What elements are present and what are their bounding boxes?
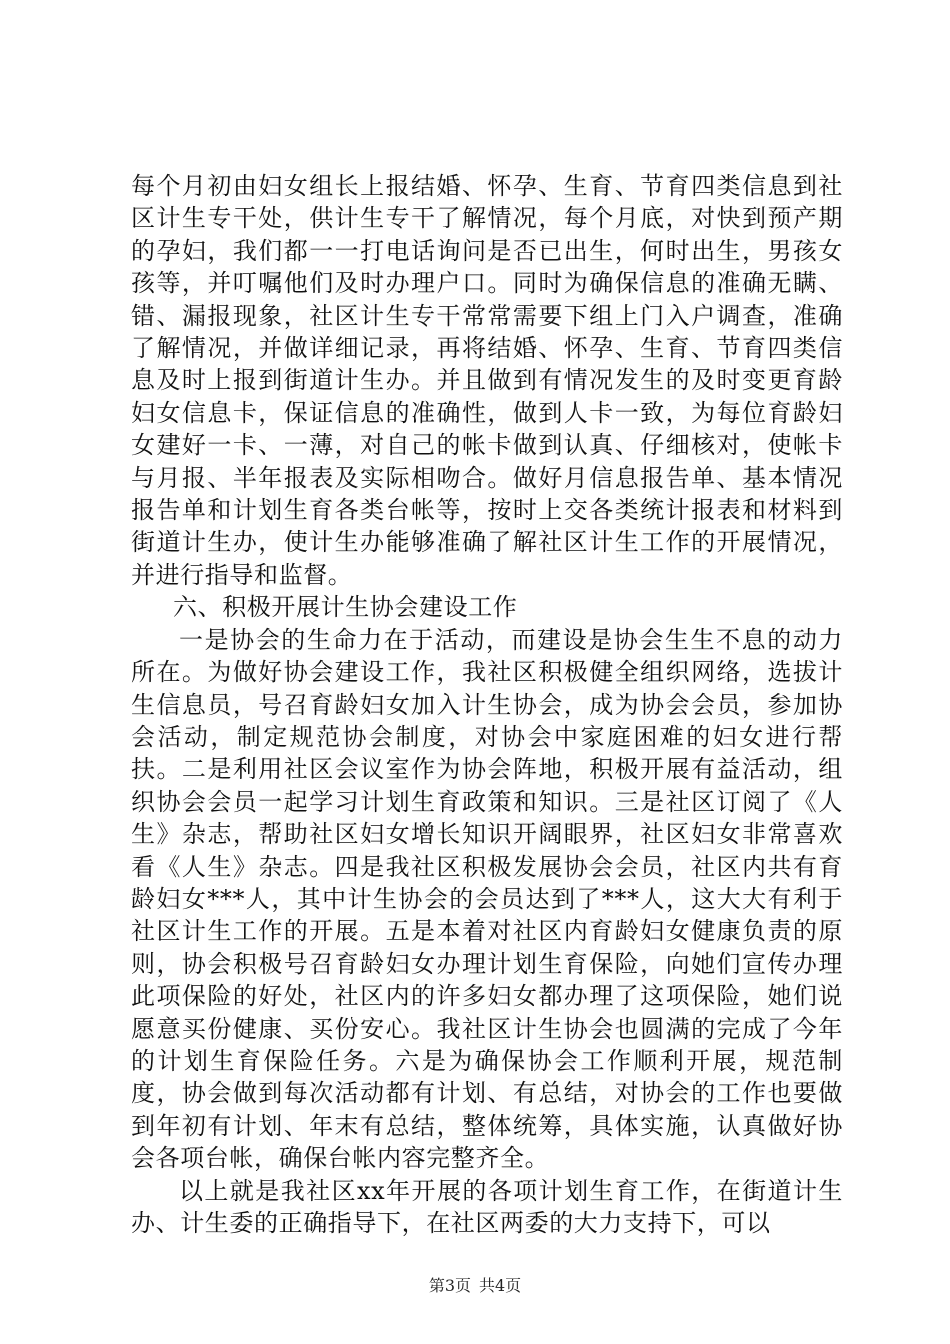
page-footer	[0, 1276, 950, 1296]
paragraph-association-building: 一是协会的生命力在于活动，而建设是协会生生不息的动力所在。为做好协会建设工作，我社区积极健全组织网络，选拔计生信息员，号召育龄妇女加入计生协会，成为协会会员，参加协会活动，制定规范协会制度，对协会中家庭困难的妇女进行帮扶。二是利用社区会议室作为协会阵地，积极开展有益活动，组织协会会员一起学习计划生育政策和知识。三是社区订阅了《人生》杂志，帮助社区妇女增长知识开阔眼界，社区妇女非常喜欢看《人生》杂志。四是我社区积极发展协会会员，社区内共有育龄妇女***人，其中计生协会的会员达到了***人，这大大有利于社区计生工作的开展。五是本着对社区内育龄妇女健康负责的原则，协会积极号召育龄妇女办理计划生育保险，向她们宣传办理此项保险的好处，社区内的许多妇女都办理了这项保险，她们说愿意买份健康、买份安心。我社区计生协会也圆满的完成了今年的计划生育保险任务。六是为确保协会工作顺利开展，规范制度，协会做到每次活动都有计划、有总结，对协会的工作也要做到年初有计划、年末有总结，整体统筹，具体实施，认真做好协会各项台帐，确保台帐内容完整齐全。	[131, 625, 843, 1173]
section-heading-six: 六、积极开展计生协会建设工作	[173, 593, 518, 622]
page-total: 共4页	[479, 1276, 522, 1295]
paragraph-info-reporting: 每个月初由妇女组长上报结婚、怀孕、生育、节育四类信息到社区计生专干处，供计生专干了解情况，每个月底，对快到预产期的孕妇，我们都一一打电话询问是否已出生，何时出生，男孩女孩等，并叮嘱他们及时办理户口。同时为确保信息的准确无瞒、错、漏报现象，社区计生专干常常需要下组上门入户调查，准确了解情况，并做详细记录，再将结婚、怀孕、生育、节育四类信息及时上报到街道计生办。并且做到有情况发生的及时变更育龄妇女信息卡，保证信息的准确性，做到人卡一致，为每位育龄妇女建好一卡、一薄，对自己的帐卡做到认真、仔细核对，使帐卡与月报、半年报表及实际相吻合。做好月信息报告单、基本情况报告单和计划生育各类台帐等，按时上交各类统计报表和材料到街道计生办，使计生办能够准确了解社区计生工作的开展情况，并进行指导和监督。	[131, 172, 843, 589]
paragraph-summary: 以上就是我社区xx年开展的各项计划生育工作，在街道计生办、计生委的正确指导下，在社区两委的大力支持下，可以	[131, 1176, 843, 1237]
page-number: 第3页	[428, 1276, 471, 1295]
document-body	[131, 170, 843, 1239]
